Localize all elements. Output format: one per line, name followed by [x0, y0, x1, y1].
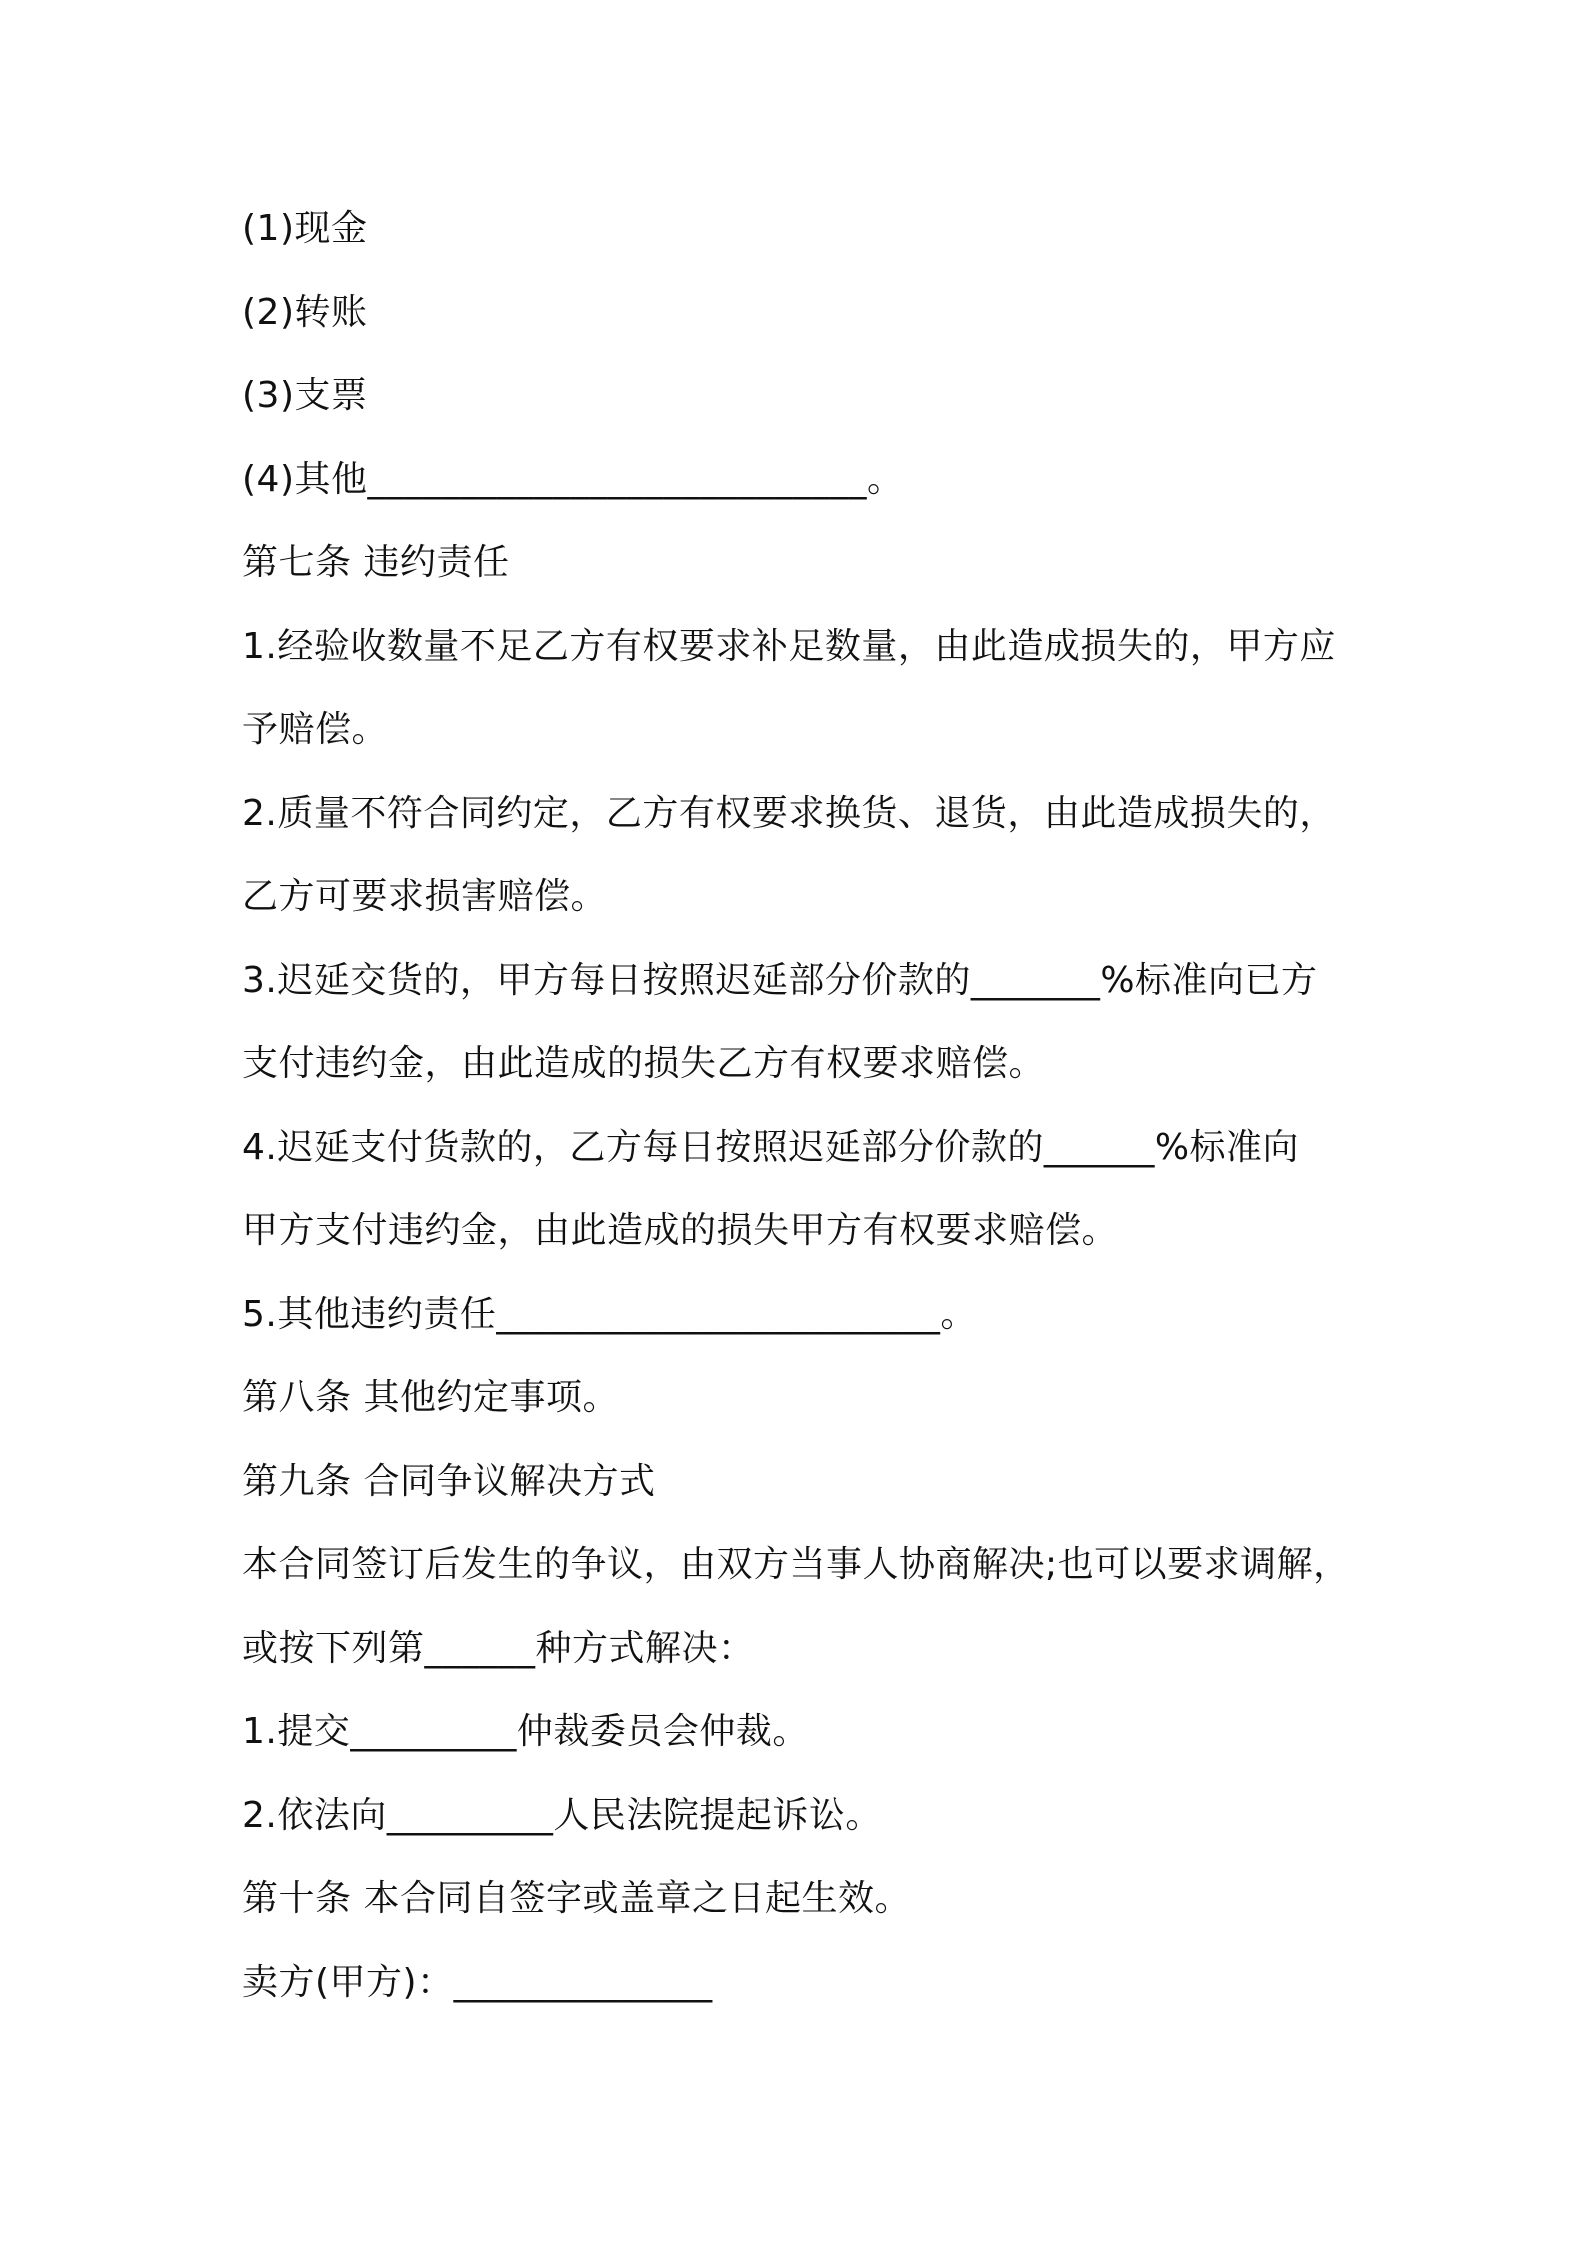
article-9-option-2: 2.依法向_________人民法院提起诉讼。	[242, 1794, 882, 1836]
article-7-clause-1: 1.经验收数量不足乙方有权要求补足数量，由此造成损失的，甲方应	[242, 625, 1336, 667]
document-body	[242, 200, 1372, 2037]
article-7-clause-4-cont: 甲方支付违约金，由此造成的损失甲方有权要求赔偿。	[242, 1210, 1119, 1251]
article-7-clause-3: 3.迟延交货的，甲方每日按照迟延部分价款的_______%标准向已方	[242, 959, 1318, 1001]
article-7-clause-5: 5.其他违约责任________________________。	[242, 1293, 977, 1335]
article-9-paragraph: 本合同签订后发生的争议，由双方当事人协商解决;也可以要求调解，	[242, 1544, 1350, 1585]
payment-option-cash: (1)现金	[242, 208, 368, 249]
payment-option-other: (4)其他___________________________。	[242, 458, 904, 500]
article-7-clause-4: 4.迟延支付货款的，乙方每日按照迟延部分价款的______%标准向	[242, 1126, 1300, 1168]
article-9-heading: 第九条 合同争议解决方式	[242, 1460, 656, 1502]
article-9-option-1: 1.提交_________仲裁委员会仲裁。	[242, 1711, 809, 1752]
article-7-clause-2: 2.质量不符合同约定，乙方有权要求换货、退货，由此造成损失的，	[242, 792, 1336, 834]
article-7-heading: 第七条 违约责任	[242, 542, 510, 583]
article-10-heading: 第十条 本合同自签字或盖章之日起生效。	[242, 1878, 911, 1919]
seller-signature-line: 卖方(甲方)：______________	[242, 1961, 713, 2003]
article-7-clause-1-cont: 予赔偿。	[242, 709, 389, 750]
article-7-clause-3-cont: 支付违约金，由此造成的损失乙方有权要求赔偿。	[242, 1043, 1046, 1084]
article-7-clause-2-cont: 乙方可要求损害赔偿。	[242, 876, 608, 917]
payment-option-check: (3)支票	[242, 375, 368, 416]
article-9-paragraph-cont: 或按下列第______种方式解决：	[242, 1627, 755, 1669]
article-8-heading: 第八条 其他约定事项。	[242, 1377, 619, 1418]
payment-option-transfer: (2)转账	[242, 291, 368, 333]
